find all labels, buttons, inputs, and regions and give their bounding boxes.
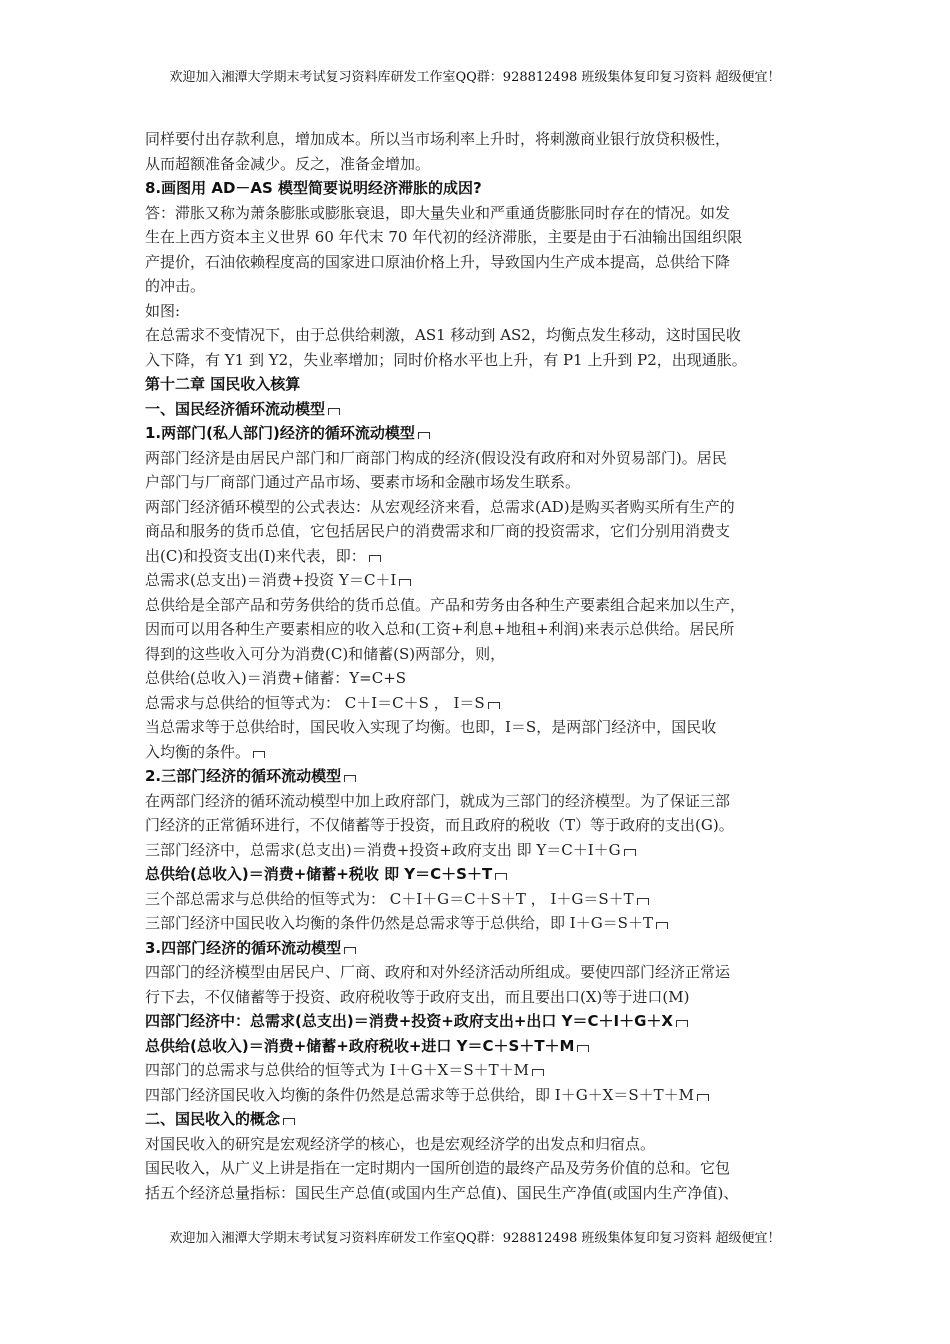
subsection-heading [145,421,809,446]
body-line: 四部门的经济模型由居民户、厂商、政府和对外经济活动所组成。要使四部门经济正常运 [145,963,731,981]
page-footer: 欢迎加入湘潭大学期末考试复习资料库研发工作室QQ群：928812498 班级集体复印复习资料 超级便宜！ [169,1231,781,1246]
body-line: 答：滞胀又称为萧条膨胀或膨胀衰退，即大量失业和严重通货膨胀同时存在的情况。如发 [145,203,731,222]
body-line: 在总需求不变情况下，由于总供给刺激，AS1 移动到 AS2，均衡点发生移动，这时国民收 [145,326,741,344]
line-text: 总需求与总供给的恒等式为： C＋I＝C＋S ， I＝S [145,693,485,712]
paragraph-mark-icon [637,898,649,905]
body-line: 两部门经济是由居民户部门和厂商部门构成的经济(假设没有政府和对外贸易部门)。居民 [145,448,727,467]
body-line: 产提价，石油依赖程度高的国家进口原油价格上升，导致国内生产成本提高，总供给下降 [145,252,731,271]
body-line: 商品和服务的货币总值，它包括居民户的消费需求和厂商的投资需求，它们分别用消费支 [145,522,731,540]
section-heading [145,1107,809,1132]
paragraph-mark-icon [624,849,636,856]
line-text: 三部门经济中，总需求(总支出)＝消费+投资+政府支出 即 Y＝C＋I＋G [145,840,621,859]
body-line: 门经济的正常循环进行，不仅储蓄等于投资，而且政府的税收（T）等于政府的支出(G)。 [145,816,734,834]
formula-line [145,691,809,716]
formula-line [145,838,809,863]
paragraph-mark-icon [418,432,430,439]
line-text: 四部门经济中：总需求(总支出)＝消费+投资+政府支出+出口 Y＝C＋I＋G＋X [145,1012,673,1030]
paragraph-mark-icon [532,1069,544,1076]
line-text: 入均衡的条件。 [145,742,251,761]
paragraph-mark-icon [495,873,507,880]
body-line: 在两部门经济的循环流动模型中加上政府部门，就成为三部门的经济模型。为了保证三部 [145,791,731,810]
heading-text: 一、国民经济循环流动模型 [145,399,326,418]
heading-text: 3.四部门经济的循环流动模型 [145,938,342,957]
body-line: 同样要付出存款利息，增加成本。所以当市场利率上升时，将刺激商业银行放贷积极性， [145,130,731,148]
body-line: 国民收入，从广义上讲是指在一定时期内一国所创造的最终产品及劳务价值的总和。它包 [145,1159,731,1177]
formula-line [145,911,809,936]
body-line: 户部门与厂商部门通过产品市场、要素市场和金融市场发生联系。 [145,473,581,491]
document-body [145,127,809,1205]
body-line: 入下降，有 Y1 到 Y2，失业率增加；同时价格水平也上升，有 P1 上升到 P2，出现通胀。 [145,350,747,369]
formula-line [145,1034,809,1059]
subsection-heading [145,936,809,961]
line-text: 三部门经济中国民收入均衡的条件仍然是总需求等于总供给，即 I＋G＝S＋T [145,914,653,932]
body-line: 因而可以用各种生产要素相应的收入总和(工资+利息+地租+利润)来表示总供给。居民所 [145,620,735,638]
heading-text: 2.三部门经济的循环流动模型 [145,767,342,785]
line-text: 总供给(总收入)＝消费+储蓄+税收 即 Y＝C＋S＋T [145,865,493,883]
paragraph-mark-icon [676,1020,688,1027]
body-line: 总供给是全部产品和劳务供给的货币总值。产品和劳务由各种生产要素组合起来加以生产， [145,595,746,614]
paragraph-mark-icon [577,1045,589,1052]
body-line: 的冲击。 [145,277,206,295]
paragraph-mark-icon [253,751,265,758]
line-text: 总需求(总支出)＝消费+投资 Y＝C＋I [145,571,397,589]
section-heading [145,397,809,422]
formula-line [145,1009,809,1034]
body-line: 从而超额准备金减少。反之，准备金增加。 [145,154,431,173]
body-line: 括五个经济总量指标：国民生产总值(或国内生产总值)、国民生产净值(或国内生产净值)、 [145,1183,739,1202]
formula-line [145,568,809,593]
body-line: 行下去，不仅储蓄等于投资、政府税收等于政府支出，而且要出口(X)等于进口(M) [145,987,690,1006]
paragraph-mark-icon [656,922,668,929]
line-text: 总供给(总收入)＝消费+储蓄+政府税收+进口 Y＝C＋S＋T＋M [145,1036,575,1055]
body-line: 两部门经济循环模型的公式表达：从宏观经济来看，总需求(AD)是购买者购买所有生产的 [145,497,735,516]
line-text: 四部门的总需求与总供给的恒等式为 I＋G＋X＝S＋T＋M [145,1061,529,1079]
paragraph-mark-icon [369,555,381,562]
paragraph-mark-icon [344,775,356,782]
heading-text: 1.两部门(私人部门)经济的循环流动模型 [145,424,415,442]
question-heading: 8.画图用 AD－AS 模型简要说明经济滞胀的成因? [145,179,482,197]
body-line [145,740,809,765]
heading-text: 二、国民收入的概念 [145,1110,281,1128]
line-text: 四部门经济国民收入均衡的条件仍然是总需求等于总供给，即 I＋G＋X＝S＋T＋M [145,1085,694,1104]
body-line: 对国民收入的研究是宏观经济学的核心，也是宏观经济学的出发点和归宿点。 [145,1134,656,1153]
subsection-heading [145,764,809,789]
paragraph-mark-icon [488,702,500,709]
formula-line [145,887,809,912]
body-line: 当总需求等于总供给时，国民收入实现了均衡。也即，I＝S，是两部门经济中，国民收 [145,718,717,736]
paragraph-mark-icon [328,408,340,415]
chapter-heading: 第十二章 国民收入核算 [145,375,301,393]
paragraph-mark-icon [283,1118,295,1125]
paragraph-mark-icon [344,947,356,954]
line-text: 三个部总需求与总供给的恒等式为： C＋I＋G＝C＋S＋T ， I＋G＝S＋T [145,889,634,908]
body-line: 得到的这些收入可分为消费(C)和储蓄(S)两部分，则， [145,644,506,663]
paragraph-mark-icon [399,579,411,586]
page-header: 欢迎加入湘潭大学期末考试复习资料库研发工作室QQ群：928812498 班级集体复印复习资料 超级便宜！ [169,70,781,85]
body-line: 如图: [145,301,181,320]
body-line [145,544,809,569]
paragraph-mark-icon [697,1094,709,1101]
formula-line: 总供给(总收入)＝消费+储蓄：Y=C+S [145,669,407,687]
body-line: 生在上西方资本主义世界 60 年代末 70 年代初的经济滞胀，主要是由于石油输出国组织限 [145,228,743,246]
formula-line [145,1083,809,1108]
formula-line [145,1058,809,1083]
formula-line [145,862,809,887]
line-text: 出(C)和投资支出(I)来代表，即： [145,546,366,565]
